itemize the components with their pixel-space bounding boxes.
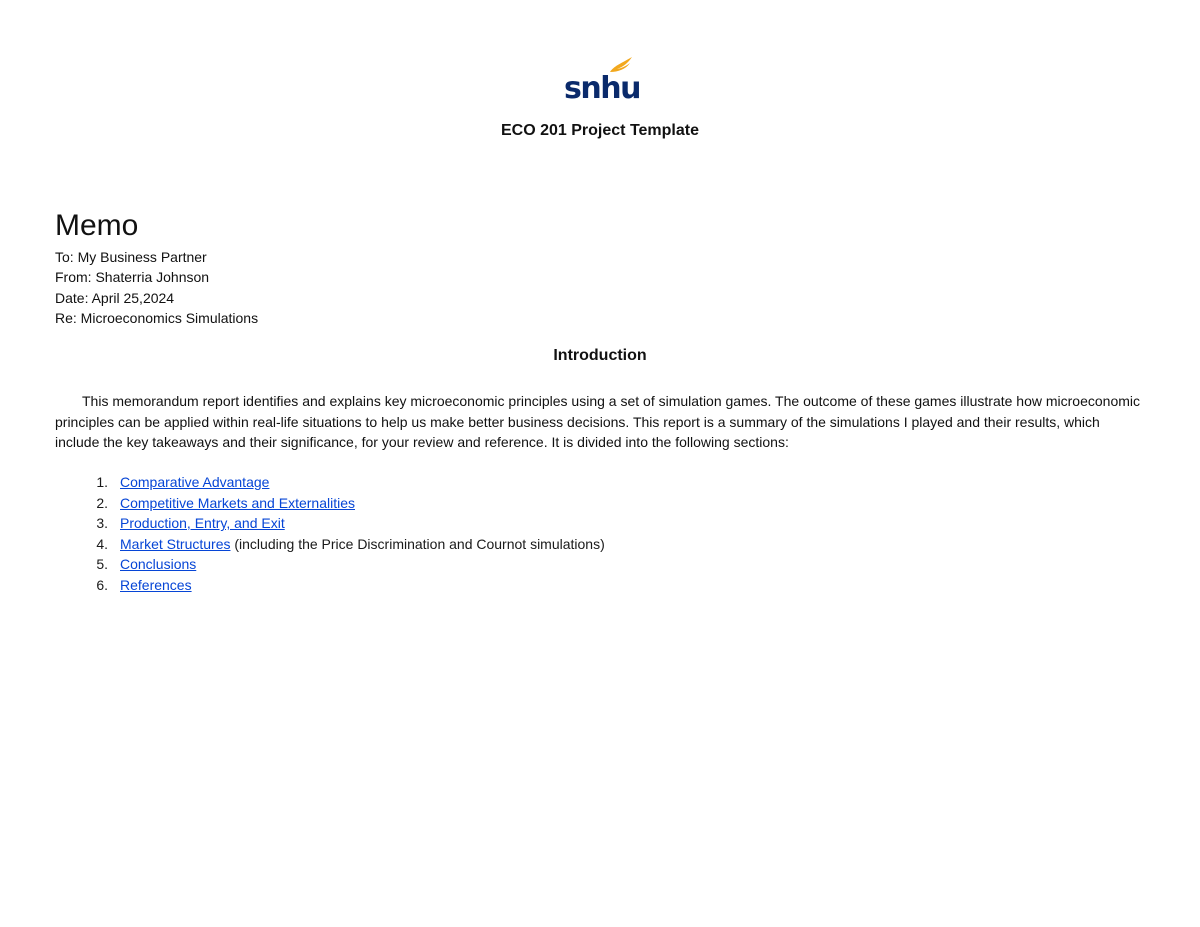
list-number: 5. — [96, 556, 108, 573]
link-conclusions[interactable]: Conclusions — [120, 556, 197, 573]
link-market-structures[interactable]: Market Structures — [120, 535, 231, 552]
link-references[interactable]: References — [120, 576, 192, 593]
link-competitive-markets[interactable]: Competitive Markets and Externalities — [120, 494, 355, 511]
memo-heading: Memo — [55, 209, 139, 242]
introduction-paragraph: This memorandum report identifies and explains key microeconomic principles using a set of simulation games. The outcome of these games illustrate how microeconomic principles can be applied within real-life situations to help us make better business decisions. This report is a summary of the simulations I played and their results, which include the key takeaways and their significance, for your review and reference. It is divided into the following sections: — [55, 393, 1141, 450]
memo-date: Date: April 25,2024 — [55, 290, 175, 306]
link-production-entry-exit[interactable]: Production, Entry, and Exit — [120, 515, 285, 532]
list-item — [55, 493, 605, 514]
link-comparative-advantage[interactable]: Comparative Advantage — [120, 474, 270, 490]
snhu-logo — [564, 54, 640, 106]
logo-text: snhu — [564, 71, 640, 106]
list-number: 2. — [96, 494, 108, 511]
document-title: ECO 201 Project Template — [501, 122, 699, 139]
list-suffix: (including the Price Discrimination and Cournot simulations) — [230, 535, 605, 552]
list-item — [55, 575, 605, 596]
section-list — [55, 472, 605, 596]
list-number: 4. — [96, 535, 108, 552]
memo-from: From: Shaterria Johnson — [55, 269, 210, 285]
list-number: 3. — [96, 515, 108, 532]
list-item — [55, 534, 605, 555]
header-logo-area — [0, 54, 1200, 106]
memo-to: To: My Business Partner — [55, 249, 207, 265]
list-item — [55, 472, 605, 493]
introduction-heading: Introduction — [553, 347, 647, 364]
list-number: 1. — [96, 474, 108, 490]
memo-re: Re: Microeconomics Simulations — [55, 310, 259, 326]
list-item — [55, 513, 605, 534]
list-item — [55, 554, 605, 575]
list-number: 6. — [96, 576, 108, 593]
